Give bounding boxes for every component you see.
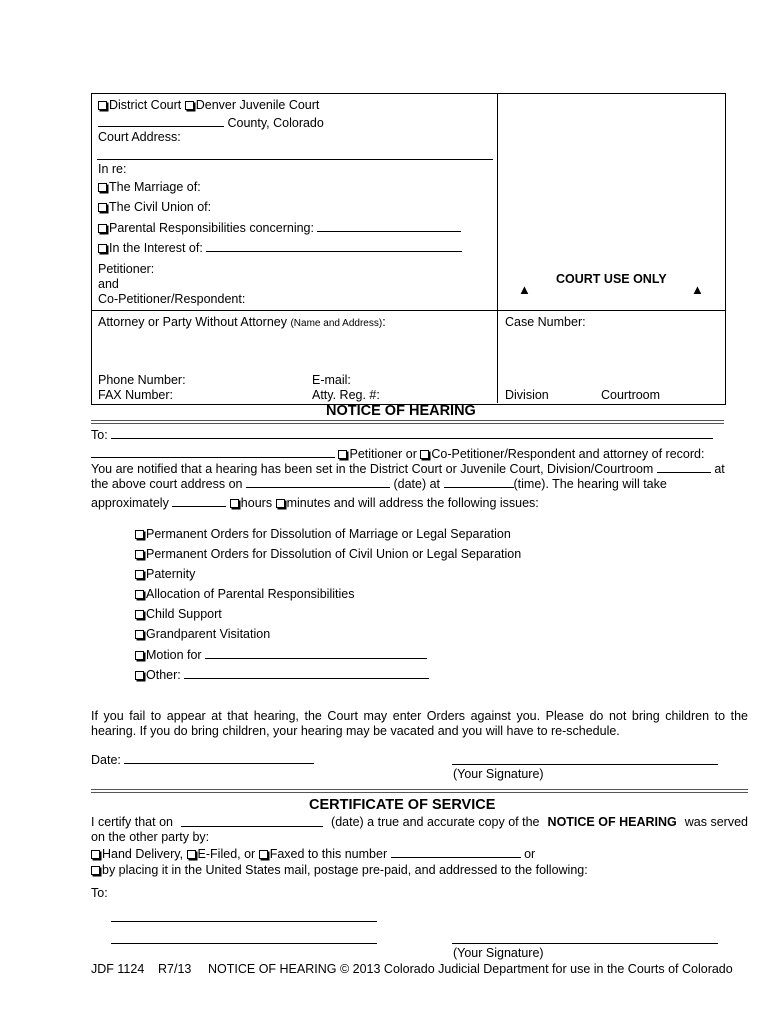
case-number-label: Case Number: bbox=[505, 315, 586, 329]
cert-your-signature-label: (Your Signature) bbox=[453, 946, 544, 960]
mail-label: by placing it in the United States mail, postage pre-paid, and addressed to the following: bbox=[102, 863, 588, 877]
attorney-small-label: (Name and Address) bbox=[290, 318, 383, 329]
efiled-checkbox[interactable] bbox=[187, 850, 196, 859]
co-petitioner-attorney-label: Co-Petitioner/Respondent and attorney of record: bbox=[431, 447, 705, 461]
date-field[interactable] bbox=[124, 752, 314, 764]
issue-label: Allocation of Parental Responsibilities bbox=[146, 587, 355, 601]
interest-of-label: In the Interest of: bbox=[109, 241, 203, 255]
footer-text: NOTICE OF HEARING © 2013 Colorado Judicial Department for use in the Courts of Colorado bbox=[208, 962, 733, 976]
court-type-row bbox=[98, 98, 319, 112]
interest-of-checkbox[interactable] bbox=[98, 244, 107, 253]
date-label: Date: bbox=[91, 753, 121, 767]
issue-checkbox[interactable] bbox=[135, 630, 144, 639]
division-label: Division bbox=[505, 388, 549, 402]
civil-union-checkbox[interactable] bbox=[98, 203, 107, 212]
hearing-time-field[interactable] bbox=[444, 476, 514, 488]
courtroom-label: Courtroom bbox=[601, 388, 661, 402]
mail-checkbox[interactable] bbox=[91, 866, 100, 875]
petitioner-or-label: Petitioner or bbox=[349, 447, 417, 461]
issue-label: Permanent Orders for Dissolution of Civil Union or Legal Separation bbox=[146, 547, 522, 561]
caption-divider bbox=[497, 93, 498, 403]
parental-resp-label: Parental Responsibilities concerning: bbox=[109, 221, 314, 235]
party-row bbox=[91, 446, 704, 461]
hand-delivery-checkbox[interactable] bbox=[91, 850, 100, 859]
minutes-label: minutes and will address the following issues: bbox=[286, 496, 539, 510]
certify-date-field[interactable] bbox=[181, 815, 323, 827]
faxed-label: Faxed to this number bbox=[269, 847, 388, 861]
county-row bbox=[98, 115, 324, 130]
motion-for-row bbox=[135, 647, 427, 662]
motion-for-checkbox[interactable] bbox=[135, 651, 144, 660]
hand-delivery-label: Hand Delivery, bbox=[102, 847, 184, 861]
caption-mid-rule bbox=[91, 310, 725, 311]
triangle-right-icon: ▲ bbox=[691, 282, 704, 297]
certify-row bbox=[91, 815, 748, 829]
efiled-label: E-Filed, or bbox=[197, 847, 256, 861]
certificate-rule bbox=[91, 789, 748, 793]
cert-signature-line[interactable] bbox=[452, 943, 718, 944]
address-line[interactable] bbox=[111, 921, 377, 922]
motion-for-label: Motion for bbox=[146, 648, 202, 662]
in-re-label: In re: bbox=[98, 162, 127, 176]
notice-title-rule bbox=[91, 420, 724, 424]
time-will-take-text: (time). The hearing will take bbox=[513, 477, 667, 491]
other-field[interactable] bbox=[184, 667, 429, 679]
fax-number-field[interactable] bbox=[391, 846, 521, 858]
footer-revision: R7/13 bbox=[158, 962, 192, 976]
civil-union-label: The Civil Union of: bbox=[109, 200, 212, 214]
juvenile-court-label: Denver Juvenile Court bbox=[195, 98, 320, 112]
issue-item bbox=[135, 547, 521, 561]
warning-paragraph: If you fail to appear at that hearing, the Court may enter Orders against you. Please do not bring children to the hearing. If you do bring children, your hearing may be vacated and you will have to re-schedule. bbox=[91, 709, 748, 738]
court-address-label: Court Address: bbox=[98, 130, 181, 144]
issue-item bbox=[135, 527, 511, 541]
district-court-checkbox[interactable] bbox=[98, 101, 107, 110]
fax-label: FAX Number: bbox=[98, 388, 174, 402]
issue-item bbox=[135, 607, 222, 621]
juvenile-court-checkbox[interactable] bbox=[185, 101, 194, 110]
certificate-title: CERTIFICATE OF SERVICE bbox=[309, 797, 496, 813]
parental-resp-checkbox[interactable] bbox=[98, 224, 107, 233]
service-method-row bbox=[91, 846, 535, 861]
hearing-date-field[interactable] bbox=[246, 476, 390, 488]
issue-item bbox=[135, 587, 354, 601]
court-address-line[interactable] bbox=[97, 159, 493, 160]
triangle-left-icon: ▲ bbox=[518, 282, 531, 297]
other-label: Other: bbox=[146, 668, 181, 682]
issue-label: Permanent Orders for Dissolution of Marriage or Legal Separation bbox=[146, 527, 511, 541]
footer-form-id: JDF 1124 bbox=[91, 962, 145, 976]
date-true-text: (date) a true and accurate copy of the bbox=[331, 815, 540, 829]
court-use-only-label: COURT USE ONLY bbox=[556, 272, 667, 286]
to-label: To: bbox=[91, 428, 108, 442]
signature-line[interactable] bbox=[452, 764, 718, 765]
atty-reg-label: Atty. Reg. #: bbox=[312, 388, 380, 402]
approximately-label: approximately bbox=[91, 496, 169, 510]
date-row bbox=[91, 752, 314, 767]
faxed-checkbox[interactable] bbox=[259, 850, 268, 859]
mail-row bbox=[91, 863, 588, 877]
attorney-label-row bbox=[98, 315, 386, 329]
cert-to-label: To: bbox=[91, 886, 108, 900]
issue-item bbox=[135, 627, 270, 641]
division-courtroom-field[interactable] bbox=[657, 461, 711, 473]
address-date-row bbox=[91, 476, 667, 491]
issue-checkbox[interactable] bbox=[135, 610, 144, 619]
parental-resp-row bbox=[98, 220, 461, 235]
notice-bold-text: NOTICE OF HEARING bbox=[547, 815, 677, 829]
other-party-text: on the other party by: bbox=[91, 830, 210, 844]
other-checkbox[interactable] bbox=[135, 671, 144, 680]
party-name-field[interactable] bbox=[91, 446, 335, 458]
marriage-label: The Marriage of: bbox=[109, 180, 201, 194]
co-petitioner-label: Co-Petitioner/Respondent: bbox=[98, 292, 246, 306]
issue-checkbox[interactable] bbox=[135, 530, 144, 539]
other-row bbox=[135, 667, 429, 682]
and-label: and bbox=[98, 277, 119, 291]
petitioner-checkbox[interactable] bbox=[338, 450, 347, 459]
issue-item bbox=[135, 567, 195, 581]
your-signature-label: (Your Signature) bbox=[453, 767, 544, 781]
petitioner-label: Petitioner: bbox=[98, 262, 155, 276]
issue-label: Paternity bbox=[146, 567, 196, 581]
county-field[interactable] bbox=[98, 115, 224, 127]
notified-row bbox=[91, 461, 725, 476]
notice-title: NOTICE OF HEARING bbox=[326, 403, 476, 419]
address-line[interactable] bbox=[111, 943, 377, 944]
to-row bbox=[91, 427, 713, 442]
attorney-colon: : bbox=[382, 315, 386, 329]
marriage-checkbox[interactable] bbox=[98, 183, 107, 192]
hours-checkbox[interactable] bbox=[230, 499, 239, 508]
co-petitioner-checkbox[interactable] bbox=[420, 450, 429, 459]
issue-checkbox[interactable] bbox=[135, 590, 144, 599]
issue-checkbox[interactable] bbox=[135, 570, 144, 579]
attorney-label: Attorney or Party Without Attorney bbox=[98, 315, 287, 329]
county-label: County, Colorado bbox=[227, 116, 324, 130]
at-label: at bbox=[714, 462, 725, 476]
notified-text: You are notified that a hearing has been set in the District Court or Juvenile Court, Division/Courtroom bbox=[91, 462, 654, 476]
date-at-text: (date) at bbox=[393, 477, 441, 491]
duration-row bbox=[91, 495, 539, 510]
hours-label: hours bbox=[240, 496, 273, 510]
parental-resp-field[interactable] bbox=[317, 220, 461, 232]
issue-label: Grandparent Visitation bbox=[146, 627, 271, 641]
phone-label: Phone Number: bbox=[98, 373, 186, 387]
certify-on-label: I certify that on bbox=[91, 815, 173, 829]
interest-of-row bbox=[98, 240, 462, 255]
was-served-text: was served bbox=[684, 815, 748, 829]
civil-union-row bbox=[98, 200, 211, 214]
marriage-row bbox=[98, 180, 201, 194]
district-court-label: District Court bbox=[109, 98, 182, 112]
interest-of-field[interactable] bbox=[206, 240, 462, 252]
motion-for-field[interactable] bbox=[205, 647, 427, 659]
to-field[interactable] bbox=[111, 427, 713, 439]
above-address-text: the above court address on bbox=[91, 477, 243, 491]
or-label: or bbox=[524, 847, 536, 861]
duration-field[interactable] bbox=[172, 495, 226, 507]
issue-label: Child Support bbox=[146, 607, 222, 621]
email-label: E-mail: bbox=[312, 373, 351, 387]
minutes-checkbox[interactable] bbox=[276, 499, 285, 508]
issue-checkbox[interactable] bbox=[135, 550, 144, 559]
